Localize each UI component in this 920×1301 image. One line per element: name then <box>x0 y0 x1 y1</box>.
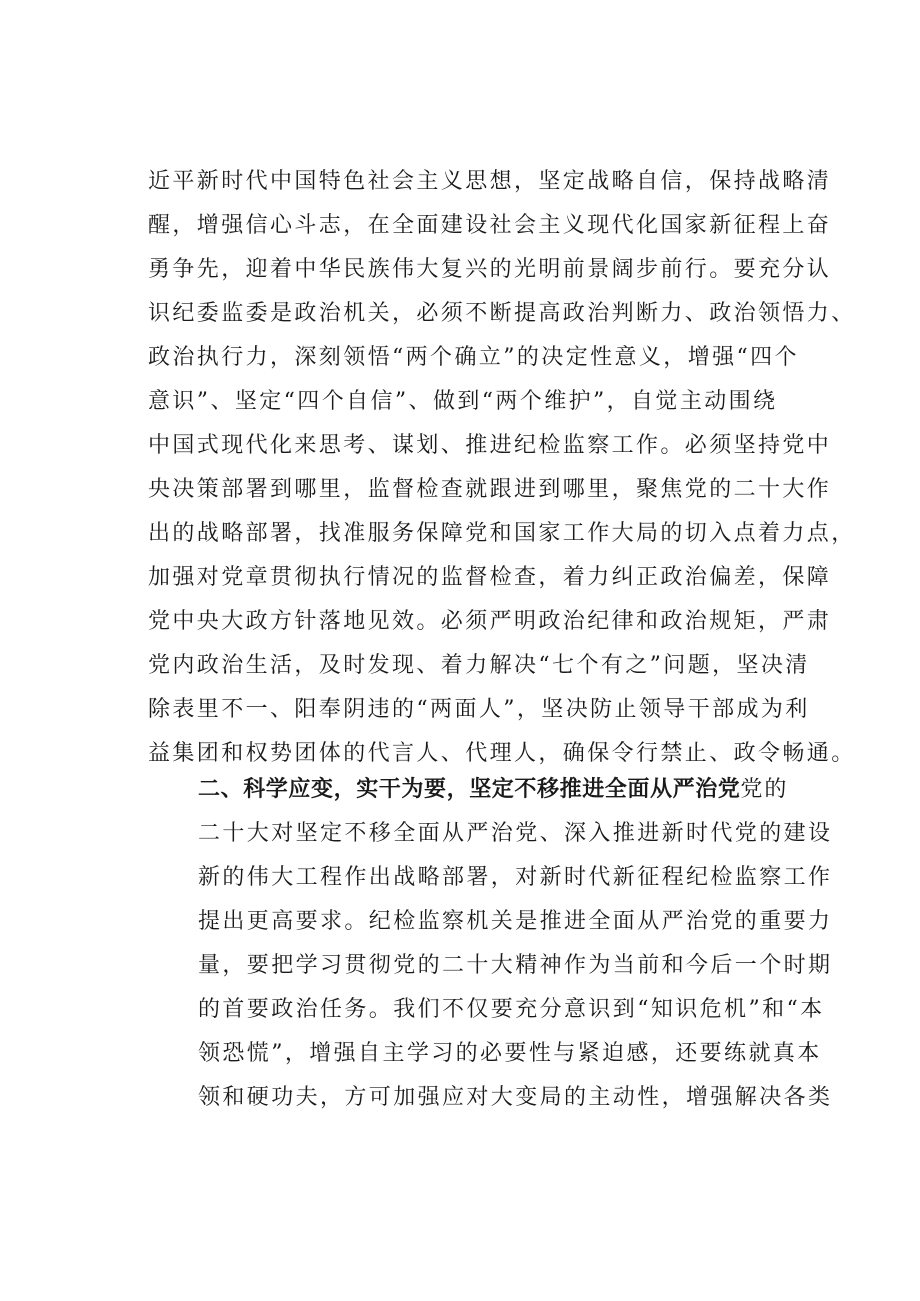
section-2-heading-tail: 党的 <box>740 777 789 802</box>
paragraph-1-line: 出的战略部署，找准服务保障党和国家工作大局的切入点着力点， <box>148 521 856 546</box>
paragraph-1-line: 识纪委监委是政治机关，必须不断提高政治判断力、政治领悟力、 <box>148 301 856 326</box>
paragraph-1-line: 除表里不一、阳奉阴违的“两面人”，坚决防止领导干部成为利 <box>148 697 810 722</box>
paragraph-1-line: 加强对党章贯彻执行情况的监督检查，着力纠正政治偏差，保障 <box>148 565 832 590</box>
paragraph-1-line: 央决策部署到哪里，监督检查就跟进到哪里，聚焦党的二十大作 <box>148 477 832 502</box>
section-2-line: 领恐慌”，增强自主学习的必要性与紧迫感，还要练就真本 <box>198 1041 822 1066</box>
paragraph-1-line: 意识”、坚定“四个自信”、做到“两个维护”，自觉主动围绕 <box>148 389 778 414</box>
paragraph-1-line: 勇争先，迎着中华民族伟大复兴的光明前景阔步前行。要充分认 <box>148 257 832 282</box>
section-2-line: 新的伟大工程作出战略部署，对新时代新征程纪检监察工作 <box>198 865 833 890</box>
section-2-line: 领和硬功夫，方可加强应对大变局的主动性，增强解决各类 <box>198 1085 833 1110</box>
paragraph-1-line: 党中央大政方针落地见效。必须严明政治纪律和政治规矩，严肃 <box>148 609 832 634</box>
paragraph-1-line: 政治执行力，深刻领悟“两个确立”的决定性意义，增强“四个 <box>148 345 799 370</box>
paragraph-1-line: 中国式现代化来思考、谋划、推进纪检监察工作。必须坚持党中 <box>148 433 832 458</box>
section-2-line: 的首要政治任务。我们不仅要充分意识到“知识危机”和“本 <box>198 997 825 1022</box>
section-2-heading-line <box>198 775 788 805</box>
paragraph-1-line: 党内政治生活，及时发现、着力解决“七个有之”问题，坚决清 <box>148 653 810 678</box>
section-2-line: 提出更高要求。纪检监察机关是推进全面从严治党的重要力 <box>198 909 833 934</box>
paragraph-1-line: 益集团和权势团体的代言人、代理人，确保令行禁止、政令畅通。 <box>148 741 856 766</box>
paragraph-1-line: 近平新时代中国特色社会主义思想，坚定战略自信，保持战略清 <box>148 169 832 194</box>
paragraph-1-line: 醒，增强信心斗志，在全面建设社会主义现代化国家新征程上奋 <box>148 213 832 238</box>
section-2-line: 二十大对坚定不移全面从严治党、深入推进新时代党的建设 <box>198 821 833 846</box>
section-2-heading: 二、科学应变，实干为要，坚定不移推进全面从严治党 <box>198 777 741 802</box>
section-2-line: 量，要把学习贯彻党的二十大精神作为当前和今后一个时期 <box>198 953 833 978</box>
